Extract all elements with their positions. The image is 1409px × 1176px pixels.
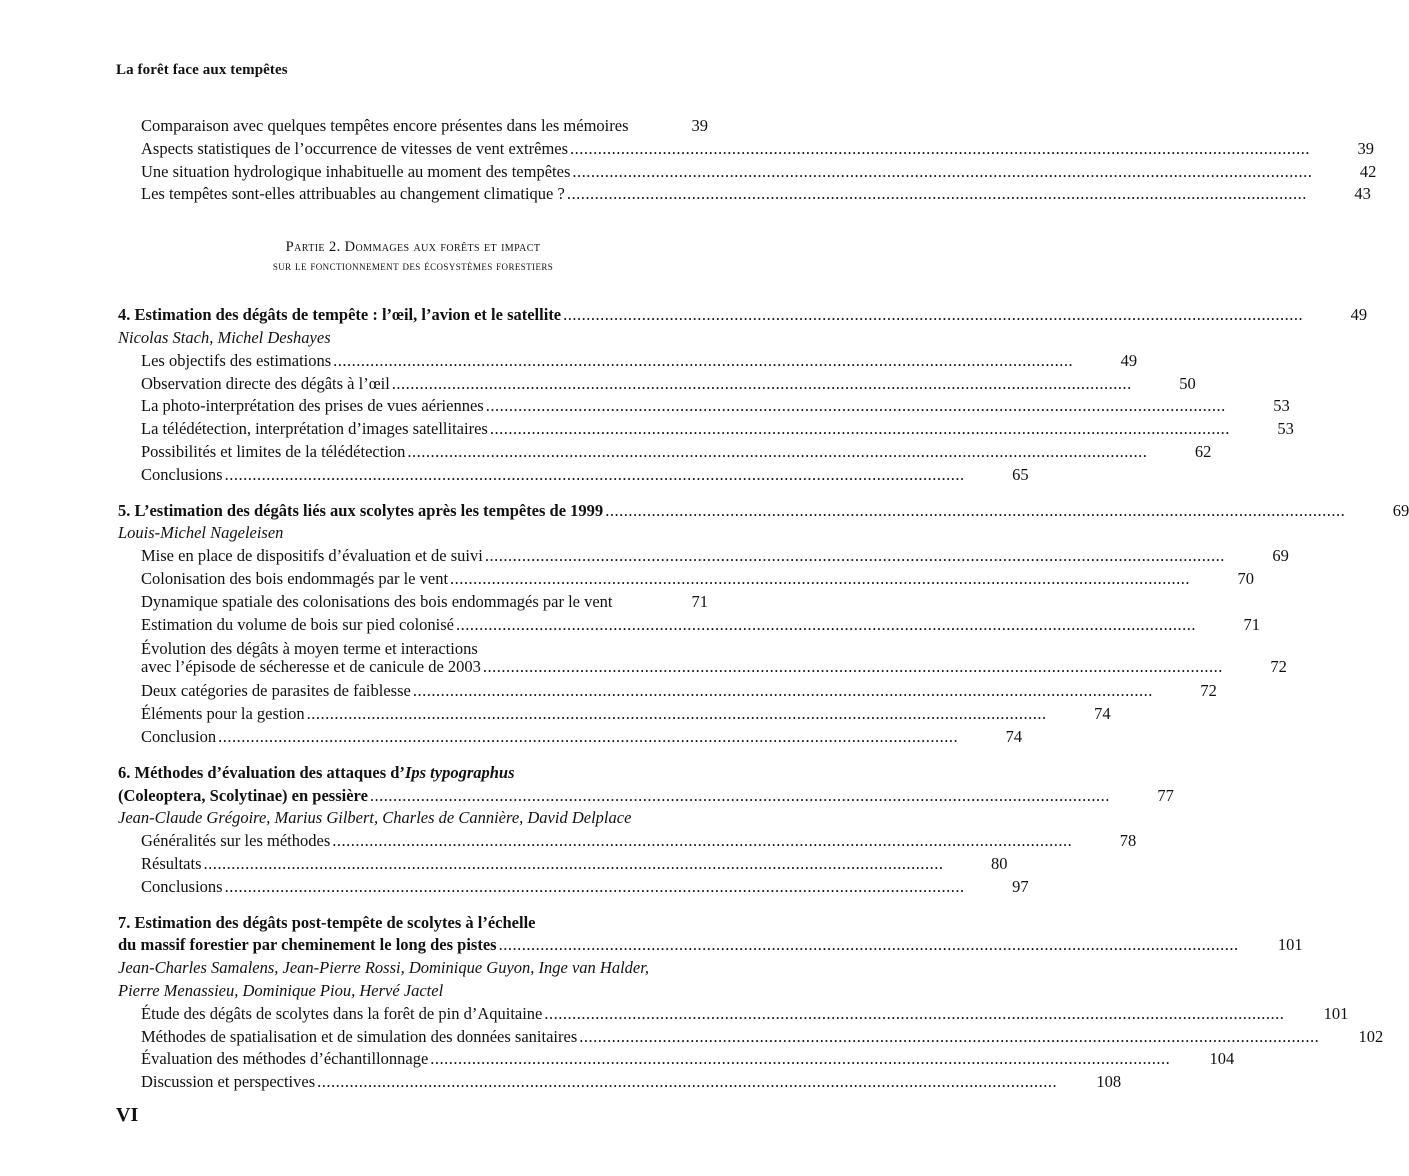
toc-entry[interactable]: Conclusion ................................................................................................................................................................ 74 [118,726,708,749]
chapter-title[interactable]: 5. L’estimation des dégâts liés aux scolytes après les tempêtes de 1999 ................................................................................................................................................................ 69 [118,500,708,523]
page-number: 62 [1194,441,1212,461]
page-number: 53 [1277,419,1294,439]
page-number: 108 [1096,1072,1122,1092]
page-number: 42 [1359,161,1377,181]
leader-dots: ................................................................................................................................................................ [456,614,1197,634]
chapter-title[interactable]: 4. Estimation des dégâts de tempête : l’œil, l’avion et le satellite ................................................................................................................................................................ 49 [118,304,708,327]
leader-dots: ................................................................................................................................................................ [412,681,1153,701]
page-number: 101 [1323,1003,1349,1023]
page-folio: VI [116,1104,139,1126]
page-number: 97 [1012,876,1029,896]
toc-entry[interactable]: Éléments pour la gestion ................................................................................................................................................................ 74 [118,703,708,726]
chapter-authors: Jean-Charles Samalens, Jean-Pierre Rossi, Dominique Guyon, Inge van Halder, [118,958,649,978]
page-number: 101 [1277,935,1303,955]
page-number: 71 [691,591,708,611]
leader-dots: ................................................................................................................................................................ [544,1003,1285,1023]
page-number: 49 [1350,305,1368,325]
toc-entry[interactable]: Conclusions ................................................................................................................................................................ 65 [118,464,708,487]
toc-entry[interactable]: Observation directe des dégâts à l’œil ................................................................................................................................................................ 50 [118,373,708,396]
leader-dots: ................................................................................................................................................................ [498,935,1239,955]
leader-dots: ................................................................................................................................................................ [203,853,944,873]
chapter-title-line1[interactable]: 6. Méthodes d’évaluation des attaques d’Ips typographus [118,762,515,782]
page-number: 50 [1179,373,1196,393]
chapter-authors: Nicolas Stach, Michel Deshayes [118,327,331,347]
toc-entry[interactable]: Évaluation des méthodes d’échantillonnage ................................................................................................................................................................ 104 [118,1048,708,1071]
page-number: 74 [1094,704,1111,724]
leader-dots: ................................................................................................................................................................ [332,831,1073,851]
chapter-title-line1[interactable]: 7. Estimation des dégâts post-tempête de scolytes à l’échelle [118,912,536,932]
leader-dots: ................................................................................................................................................................ [407,441,1148,461]
chapter-authors: Jean-Claude Grégoire, Marius Gilbert, Charles de Cannière, David Delplace [118,808,632,828]
toc-entry[interactable]: Généralités sur les méthodes ................................................................................................................................................................ 78 [118,830,708,853]
leader-dots: ................................................................................................................................................................ [566,184,1307,204]
chapter-5 [118,500,1409,749]
leader-dots: ................................................................................................................................................................ [482,657,1223,677]
page-number: 77 [1157,785,1174,805]
toc-entry[interactable]: La photo-interprétation des prises de vues aériennes ................................................................................................................................................................ 53 [118,395,708,418]
page-number: 43 [1354,184,1371,204]
page-number: 65 [1012,464,1029,484]
chapter-title-line2[interactable]: du massif forestier par cheminement le long des pistes ................................................................................................................................................................ 101 [118,934,708,957]
leader-dots: ................................................................................................................................................................ [333,350,1074,370]
toc-entry[interactable]: Méthodes de spatialisation et de simulation des données sanitaires ................................................................................................................................................................ 102 [118,1026,708,1049]
leader-dots: ................................................................................................................................................................ [572,161,1313,181]
toc-entry[interactable]: avec l’épisode de sécheresse et de canicule de 2003 ................................................................................................................................................................ 72 [141,657,1287,677]
page-number: 102 [1358,1026,1384,1046]
page-number: 72 [1200,681,1217,701]
toc-entry[interactable]: Les tempêtes sont-elles attribuables au changement climatique ? ................................................................................................................................................................ 43 [118,183,708,206]
leader-dots: ................................................................................................................................................................ [224,464,965,484]
toc-entry[interactable]: Deux catégories de parasites de faiblesse ................................................................................................................................................................ 72 [118,680,708,703]
running-head: La forêt face aux tempêtes [116,62,288,78]
toc-entry[interactable]: Estimation du volume de bois sur pied colonisé ................................................................................................................................................................ 71 [118,614,708,637]
chapter-authors: Pierre Menassieu, Dominique Piou, Hervé Jactel [118,980,444,1000]
toc-entry[interactable]: Résultats ................................................................................................................................................................ 80 [118,853,708,876]
toc-entry[interactable]: Aspects statistiques de l’occurrence de vitesses de vent extrêmes ................................................................................................................................................................ 39 [118,138,708,161]
chapter-title-line2[interactable]: (Coleoptera, Scolytinae) en pessière ................................................................................................................................................................ 77 [118,785,708,808]
leader-dots: ................................................................................................................................................................ [369,785,1110,805]
leader-dots: ................................................................................................................................................................ [391,373,1132,393]
leader-dots: ................................................................................................................................................................ [450,568,1191,588]
toc [118,115,1409,1094]
leader-dots: ................................................................................................................................................................ [430,1049,1171,1069]
page-number: 39 [1357,138,1375,158]
toc-entry[interactable]: Étude des dégâts de scolytes dans la forêt de pin d’Aquitaine ................................................................................................................................................................ 101 [118,1003,708,1026]
page-number: 104 [1209,1049,1235,1069]
leader-dots: ................................................................................................................................................................ [563,305,1304,325]
leader-dots: ................................................................................................................................................................ [579,1026,1320,1046]
chapter-7 [118,912,1384,1094]
leader-dots: ................................................................................................................................................................ [489,419,1230,439]
page-number: 78 [1119,831,1137,851]
page-number: 53 [1273,396,1290,416]
leader-dots: ................................................................................................................................................................ [306,704,1047,724]
page-number: 70 [1237,568,1255,588]
leader-dots: ................................................................................................................................................................ [570,138,1311,158]
toc-entry[interactable]: Les objectifs des estimations ................................................................................................................................................................ 49 [118,350,708,373]
leader-dots: ................................................................................................................................................................ [224,876,965,896]
leader-dots: ................................................................................................................................................................ [317,1072,1058,1092]
leader-dots: ................................................................................................................................................................ [218,726,959,746]
toc-entry[interactable]: Une situation hydrologique inhabituelle au moment des tempêtes ................................................................................................................................................................ 42 [118,161,708,184]
chapter-4 [118,304,1368,486]
toc-entry[interactable]: Colonisation des bois endommagés par le vent ................................................................................................................................................................ 70 [118,568,708,591]
toc-entry[interactable]: Discussion et perspectives ................................................................................................................................................................ 108 [118,1071,708,1094]
chapter-6 [118,762,1174,899]
toc-entry[interactable]: La télédétection, interprétation d’images satellitaires ................................................................................................................................................................ 53 [118,418,708,441]
toc-entry[interactable]: Comparaison avec quelques tempêtes encore présentes dans les mémoires 39 [118,115,708,138]
toc-entry[interactable]: Dynamique spatiale des colonisations des bois endommagés par le vent 71 [118,591,708,614]
page-number: 71 [1243,614,1261,634]
page-number: 69 [1272,546,1289,566]
page-number: 74 [1005,726,1023,746]
part-heading: Partie 2. Dommages aux forêts et impact sur le fonctionnement des écosystèmes forestiers [272,239,554,274]
page-number: 72 [1270,657,1287,677]
toc-entry-wrap[interactable]: Évolution des dégâts à moyen terme et interactions [141,639,478,659]
page-number: 39 [691,116,708,135]
chapter-authors: Louis-Michel Nageleisen [118,523,284,543]
page-number: 49 [1120,350,1138,370]
toc-entry[interactable]: Conclusions ................................................................................................................................................................ 97 [118,876,708,899]
page-number: 80 [991,853,1008,873]
toc-entry[interactable]: Possibilités et limites de la télédétection ................................................................................................................................................................ 62 [118,441,708,464]
intro-entries [118,115,1377,206]
leader-dots: ................................................................................................................................................................ [484,546,1225,566]
leader-dots: ................................................................................................................................................................ [485,396,1226,416]
toc-entry[interactable]: Mise en place de dispositifs d’évaluation et de suivi ................................................................................................................................................................ 69 [118,545,708,568]
leader-dots: ................................................................................................................................................................ [605,500,1346,520]
page-number: 69 [1392,500,1409,520]
